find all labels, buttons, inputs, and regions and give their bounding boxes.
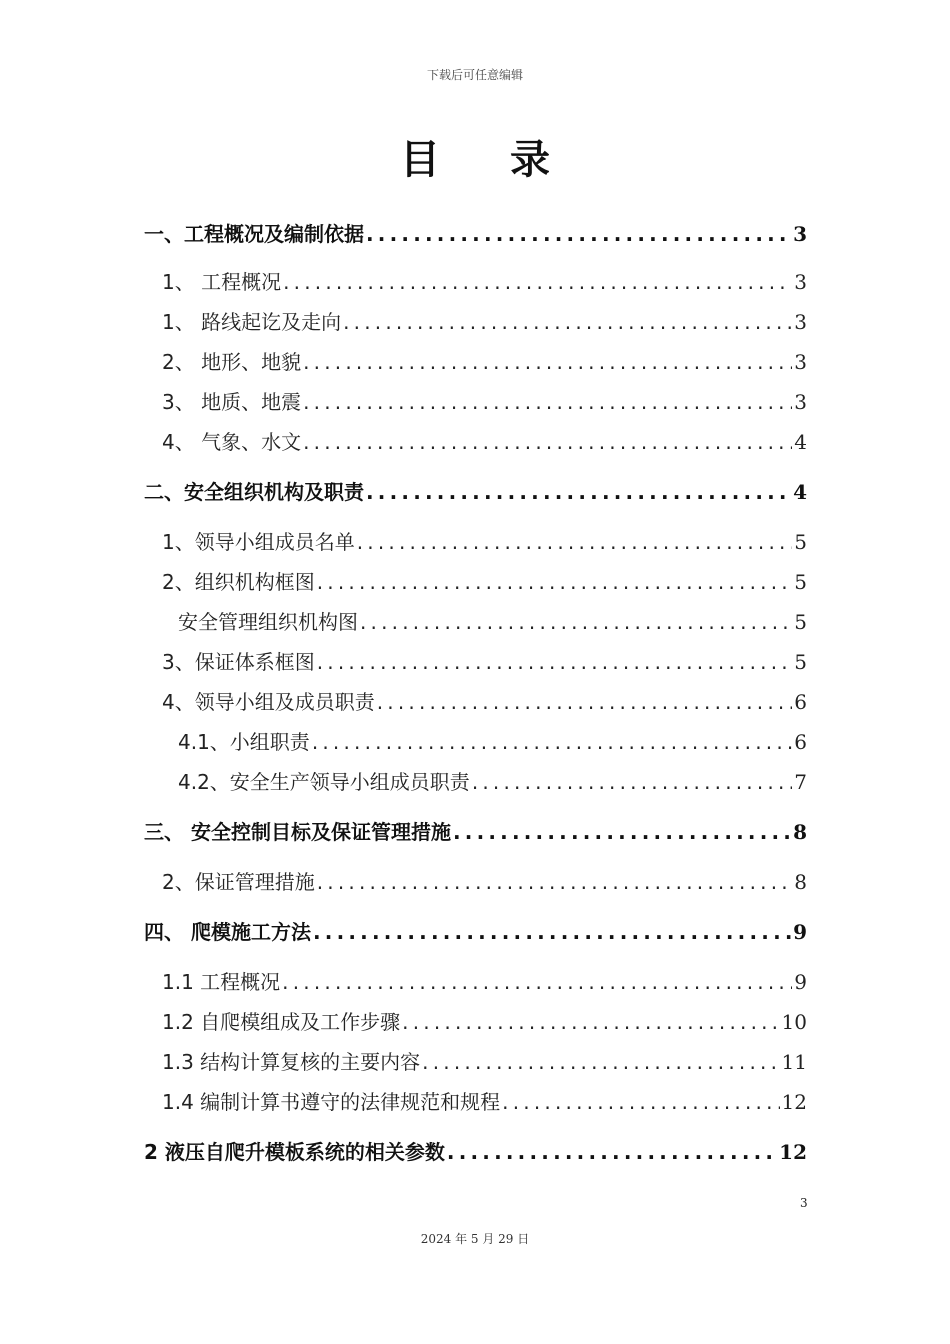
toc-entry-page: 7: [794, 770, 807, 794]
toc-entry-page: 5: [794, 570, 807, 594]
toc-entry-page: 6: [794, 690, 807, 714]
toc-entry-section-2[interactable]: [144, 476, 807, 508]
toc-leader-dots: [472, 770, 792, 794]
toc-entry-page: 5: [794, 530, 807, 554]
toc-entry-label: 二、安全组织机构及职责: [144, 476, 366, 505]
toc-entry-label: 1.2 自爬模组成及工作步骤: [162, 1006, 402, 1035]
toc-entry-label: 1、 工程概况: [162, 266, 283, 295]
toc-entry-section-5[interactable]: [144, 1136, 807, 1168]
toc-entry[interactable]: [162, 566, 807, 598]
toc-entry-page: 10: [781, 1010, 807, 1034]
toc-leader-dots: [313, 920, 791, 944]
toc-entry-page: 3: [793, 222, 807, 246]
toc-entry-page: 3: [794, 350, 807, 374]
toc-entry-section-3[interactable]: [144, 816, 807, 848]
toc-leader-dots: [402, 1010, 779, 1034]
toc-entry-label: 4、领导小组及成员职责: [162, 686, 377, 715]
toc-entry-label: 2 液压自爬升模板系统的相关参数: [144, 1136, 447, 1165]
toc-entry-label: 4、 气象、水文: [162, 426, 303, 455]
toc-entry[interactable]: [162, 526, 807, 558]
toc-entry-label: 2、保证管理措施: [162, 866, 317, 895]
toc-entry-label: 安全管理组织机构图: [178, 606, 360, 635]
toc-entry-label: 1、 路线起讫及走向: [162, 306, 343, 335]
toc-entry-page: 9: [794, 970, 807, 994]
toc-entry-page: 4: [794, 430, 807, 454]
toc-leader-dots: [312, 730, 792, 754]
toc-leader-dots: [453, 820, 791, 844]
toc-entry[interactable]: [178, 726, 807, 758]
toc-entry[interactable]: [162, 1086, 807, 1118]
toc-entry-label: 四、 爬模施工方法: [144, 916, 313, 945]
toc-entry[interactable]: [178, 606, 807, 638]
toc-leader-dots: [303, 390, 792, 414]
toc-entry-page: 3: [794, 270, 807, 294]
toc-leader-dots: [377, 690, 793, 714]
toc-entry-page: 12: [781, 1090, 807, 1114]
toc-entry-page: 5: [794, 610, 807, 634]
toc-entry[interactable]: [162, 426, 807, 458]
toc-entry-page: 8: [794, 870, 807, 894]
toc-entry[interactable]: [162, 346, 807, 378]
toc-entry[interactable]: [162, 386, 807, 418]
toc-entry-page: 12: [779, 1140, 807, 1164]
toc-entry[interactable]: [162, 266, 807, 298]
toc-entry-label: 3、保证体系框图: [162, 646, 317, 675]
toc-entry[interactable]: [162, 686, 807, 718]
toc-leader-dots: [357, 530, 793, 554]
toc-leader-dots: [366, 480, 791, 504]
toc-leader-dots: [366, 222, 791, 246]
page-title: 目 录: [400, 137, 578, 183]
toc-entry-section-4[interactable]: [144, 916, 807, 948]
toc-entry-label: 2、组织机构框图: [162, 566, 317, 595]
toc-leader-dots: [447, 1140, 777, 1164]
toc-entry-label: 1.1 工程概况: [162, 966, 282, 995]
toc-leader-dots: [343, 310, 792, 334]
toc-entry[interactable]: [178, 766, 807, 798]
toc-entry-page: 11: [781, 1050, 807, 1074]
toc-entry-label: 三、 安全控制目标及保证管理措施: [144, 816, 453, 845]
toc-entry[interactable]: [162, 1046, 807, 1078]
toc-entry[interactable]: [162, 646, 807, 678]
toc-entry[interactable]: [162, 866, 807, 898]
header-note: 下载后可任意编辑: [426, 68, 523, 82]
toc-leader-dots: [303, 350, 792, 374]
toc-leader-dots: [317, 650, 793, 674]
toc-leader-dots: [360, 610, 792, 634]
toc-entry-label: 4.2、安全生产领导小组成员职责: [178, 766, 472, 795]
toc-entry-page: 4: [793, 480, 807, 504]
page-number: 3: [800, 1196, 808, 1210]
toc-entry-page: 9: [793, 920, 807, 944]
toc-entry-label: 2、 地形、地貌: [162, 346, 303, 375]
toc-entry[interactable]: [162, 1006, 807, 1038]
toc-leader-dots: [317, 570, 793, 594]
toc-leader-dots: [502, 1090, 779, 1114]
toc-entry[interactable]: [162, 966, 807, 998]
toc-entry-label: 一、工程概况及编制依据: [144, 218, 366, 247]
footer-date: 2024 年 5 月 29 日: [420, 1232, 530, 1246]
toc-entry-label: 4.1、小组职责: [178, 726, 312, 755]
toc-entry[interactable]: [162, 306, 807, 338]
toc-entry-page: 3: [794, 310, 807, 334]
toc-leader-dots: [303, 430, 792, 454]
toc-entry-page: 8: [793, 820, 807, 844]
toc-entry-section-1[interactable]: [144, 218, 807, 250]
toc-entry-label: 1.3 结构计算复核的主要内容: [162, 1046, 422, 1075]
toc-entry-label: 1、领导小组成员名单: [162, 526, 357, 555]
toc-entry-page: 3: [794, 390, 807, 414]
toc-entry-label: 1.4 编制计算书遵守的法律规范和规程: [162, 1086, 502, 1115]
toc-leader-dots: [283, 270, 792, 294]
toc-entry-page: 6: [794, 730, 807, 754]
toc-leader-dots: [317, 870, 793, 894]
toc-leader-dots: [422, 1050, 779, 1074]
toc-leader-dots: [282, 970, 792, 994]
toc-entry-page: 5: [794, 650, 807, 674]
toc-entry-label: 3、 地质、地震: [162, 386, 303, 415]
